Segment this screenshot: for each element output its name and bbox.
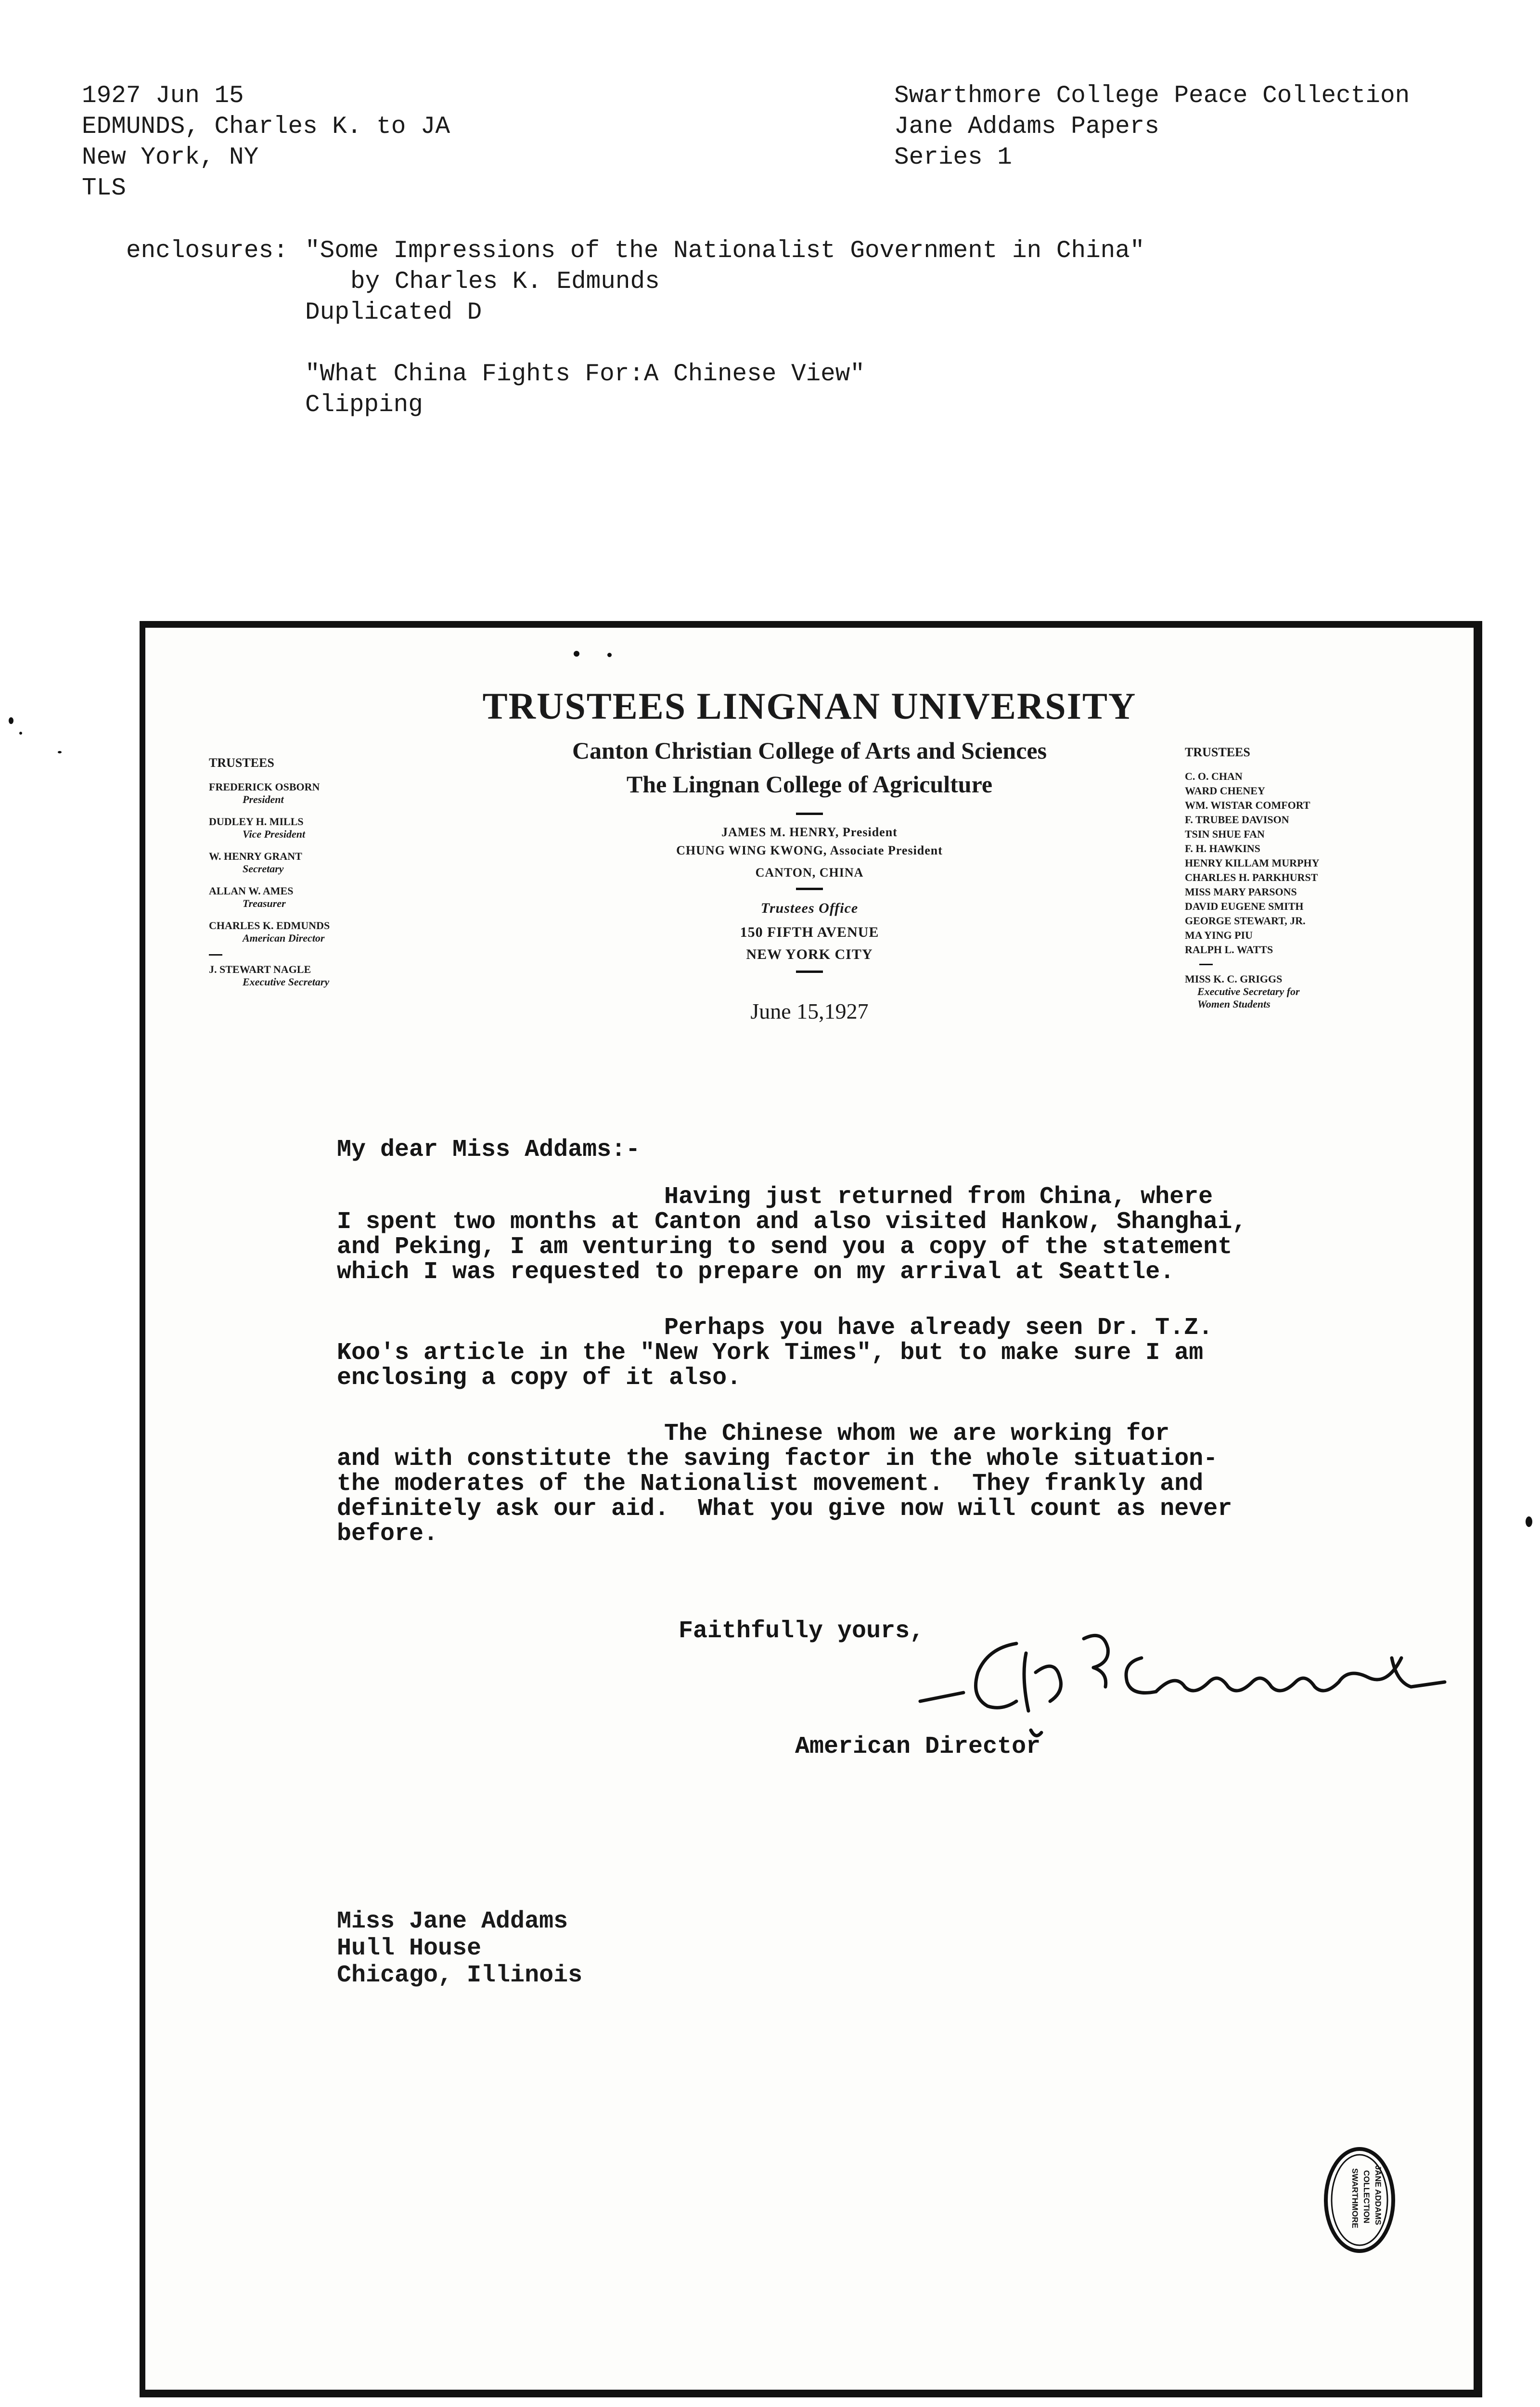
trustee-name: W. HENRY GRANT [209, 850, 302, 862]
archive-correspondents: EDMUNDS, Charles K. to JA [82, 113, 450, 141]
collection-stamp [1319, 2142, 1400, 2258]
enclosure-2-title: "What China Fights For:A Chinese View" [305, 361, 865, 388]
trustee-role: American Director [243, 932, 325, 944]
paragraph-2-line-1: Perhaps you have already seen Dr. T.Z. [664, 1314, 1213, 1342]
trustee-role: Executive Secretary [243, 976, 330, 988]
letterhead-office-city: NEW YORK CITY [746, 946, 873, 962]
trustees-right-heading: TRUSTEES [1185, 745, 1250, 759]
paragraph-1-line-2: I spent two months at Canton and also visited Hankow, Shanghai, [337, 1208, 1247, 1236]
photocopy-speck [1526, 1516, 1532, 1527]
signer-title: American Director [795, 1733, 1041, 1760]
paragraph-3-line-1: The Chinese whom we are working for [664, 1420, 1170, 1448]
letterhead-subtitle-agriculture: The Lingnan College of Agriculture [626, 771, 993, 798]
letterhead-title: TRUSTEES LINGNAN UNIVERSITY [482, 685, 1137, 727]
stamp-line-3: SWARTHMORE [1350, 2168, 1360, 2228]
trustee-name: ALLAN W. AMES [209, 885, 294, 897]
trustee-role: Secretary [243, 863, 284, 875]
archive-header-right [894, 81, 1410, 173]
letterhead-divider [796, 888, 823, 890]
trustee-name: J. STEWART NAGLE [209, 963, 311, 975]
archive-format: TLS [82, 175, 126, 202]
photocopy-speck [607, 653, 612, 657]
trustee-entry [1185, 973, 1320, 1010]
letterhead-subtitle-college: Canton Christian College of Arts and Sciences [572, 737, 1047, 764]
trustee-role: Women Students [1197, 998, 1270, 1010]
archive-papers: Jane Addams Papers [894, 113, 1159, 141]
trustees-right-column [1185, 746, 1320, 1012]
trustee-name: F. TRUBEE DAVISON [1185, 814, 1289, 826]
archive-header-left [82, 81, 450, 204]
enclosure-1-type: Duplicated D [305, 299, 482, 326]
trustee-name: DAVID EUGENE SMITH [1185, 900, 1304, 912]
stamp-line-2: COLLECTION [1362, 2170, 1371, 2224]
trustee-name: CHARLES K. EDMUNDS [209, 919, 330, 932]
paragraph-3-line-3: the moderates of the Nationalist movement. They frankly and [337, 1470, 1204, 1498]
trustee-name: DUDLEY H. MILLS [209, 815, 304, 828]
trustee-name: CHARLES H. PARKHURST [1185, 871, 1318, 883]
trustee-entry [209, 885, 330, 910]
trustees-divider [1199, 964, 1213, 965]
trustee-name: MISS K. C. GRIGGS [1185, 973, 1283, 985]
archive-date: 1927 Jun 15 [82, 82, 244, 110]
trustee-name: GEORGE STEWART, JR. [1185, 915, 1306, 927]
trustee-name: WARD CHENEY [1185, 785, 1265, 797]
letterhead-location: CANTON, CHINA [755, 866, 864, 880]
trustee-entry [209, 919, 330, 945]
trustee-name: C. O. CHAN [1185, 770, 1243, 782]
recipient-city: Chicago, Illinois [337, 1962, 583, 1989]
trustee-name: HENRY KILLAM MURPHY [1185, 857, 1320, 869]
photocopy-speck [19, 732, 22, 735]
letterhead-office-street: 150 FIFTH AVENUE [740, 924, 879, 940]
letterhead-president: JAMES M. HENRY, President [721, 825, 898, 839]
trustee-entry [209, 781, 330, 806]
trustee-name: TSIN SHUE FAN [1185, 828, 1265, 840]
trustee-name: RALPH L. WATTS [1185, 944, 1273, 956]
paragraph-2-line-3: enclosing a copy of it also. [337, 1364, 742, 1392]
trustees-divider [209, 954, 222, 956]
enclosures-label: enclosures: [126, 237, 288, 265]
enclosure-1-title: "Some Impressions of the Nationalist Government in China" [305, 237, 1145, 265]
paragraph-3-line-4: definitely ask our aid. What you give now will count as never [337, 1495, 1232, 1523]
paragraph-2-line-2: Koo's article in the "New York Times", but to make sure I am [337, 1339, 1204, 1367]
trustee-role: President [243, 793, 284, 805]
archive-place: New York, NY [82, 144, 259, 171]
trustee-entry [209, 815, 330, 841]
handwritten-signature [915, 1629, 1454, 1745]
archive-series: Series 1 [894, 144, 1012, 171]
trustees-left-heading: TRUSTEES [209, 756, 274, 770]
trustees-left-column [209, 757, 330, 998]
letterhead-divider [796, 813, 823, 815]
enclosure-1-byline: by Charles K. Edmunds [350, 268, 660, 296]
trustee-role: Treasurer [243, 897, 286, 909]
enclosure-2-type: Clipping [305, 391, 423, 419]
trustee-role: Vice President [243, 828, 306, 840]
letterhead-office-label: Trustees Office [760, 900, 859, 916]
salutation: My dear Miss Addams:- [337, 1136, 641, 1164]
paragraph-3-line-5: before. [337, 1520, 438, 1548]
paragraph-3-line-2: and with constitute the saving factor in the whole situation- [337, 1445, 1218, 1473]
closing: Faithfully yours, [679, 1618, 924, 1645]
letter-photocopy [140, 621, 1482, 2397]
recipient-name: Miss Jane Addams [337, 1908, 568, 1935]
letterhead-divider [796, 971, 823, 973]
paragraph-1-line-1: Having just returned from China, where [664, 1183, 1213, 1211]
trustee-role: Executive Secretary for [1197, 985, 1300, 997]
enclosures-block [126, 236, 1145, 421]
photocopy-speck [58, 751, 62, 753]
trustee-entry [209, 963, 330, 988]
trustee-entry [209, 850, 330, 875]
trustee-name: MA YING PIU [1185, 929, 1253, 941]
paragraph-1-line-3: and Peking, I am venturing to send you a copy of the statement [337, 1233, 1232, 1261]
letterhead-associate-president: CHUNG WING KWONG, Associate President [676, 843, 943, 857]
stamp-line-1: JANE ADDAMS [1373, 2165, 1383, 2226]
paragraph-1-line-4: which I was requested to prepare on my arrival at Seattle. [337, 1258, 1175, 1286]
trustee-name: F. H. HAWKINS [1185, 842, 1260, 854]
photocopy-speck [9, 717, 13, 724]
trustee-name: FREDERICK OSBORN [209, 781, 320, 793]
recipient-street: Hull House [337, 1935, 482, 1962]
photocopy-speck [574, 651, 579, 657]
letter-date: June 15,1927 [750, 999, 869, 1023]
trustee-name: MISS MARY PARSONS [1185, 886, 1297, 898]
archive-collection: Swarthmore College Peace Collection [894, 82, 1410, 110]
trustee-name: WM. WISTAR COMFORT [1185, 799, 1310, 811]
